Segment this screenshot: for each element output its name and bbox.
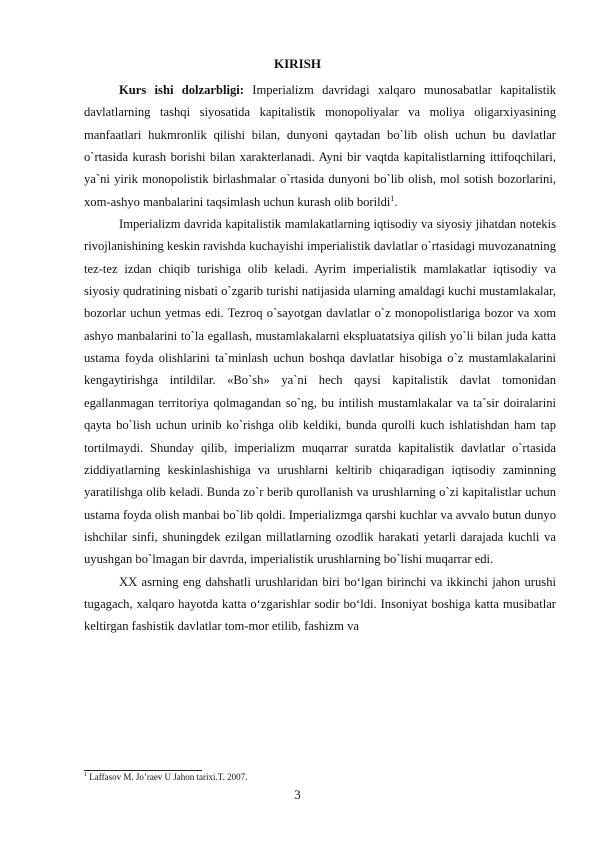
paragraph-imperialism: Imperializm davrida kapitalistik mamlakatlarning iqtisodiy va siyosiy jihatdan notekis rivojlanishining keskin ravishda kuchayishi imperialistik davlatlar o`rtasidagi muvozanatning tez-tez izdan chiqib turishiga olib keladi. Ayrim imperialistik mamlakatlar iqtisodiy va siyosiy qudratining nisbati o`zgarib turishi natijasida ularning amaldagi kuchi mustamlakalar, bozorlar uchun yetmas edi. Tezroq o`sayotgan davlatlar o`z monopolistlariga bozor va xom ashyo manbalarini to`la egallash, mustamlakalarni ekspluatatsiya qilish yo`li bilan juda katta ustama foyda olishlarini ta`minlash uchun boshqa davlatlar hisobiga o`z mustamlakalarini kengaytirishga intildilar. «Bo`sh» ya`ni hech qaysi kapitalistik davlat tomonidan egallanmagan territoriya qolmagandan so`ng, bu intilish mustamlakalar va ta`sir doiralarini qayta bo`lish uchun urinib ko`rishga olib keldiki, bunda qurolli kuch ishlatishdan ham tap tortilmaydi. Shunday qilib, imperializm muqarrar suratda kapitalistik davlatlar o`rtasida ziddiyatlarning keskinlashishiga va urushlarni keltirib chiqaradigan iqtisodiy zaminning yaratilishga olib keladi. Bunda zo`r berib qurollanish va urushlarning o`zi kapitalistlar uchun ustama foyda olish manbai bo`lib qoldi. Imperializmga qarshi kuchlar va avvalo butun dunyo ishchilar sinfi, shuningdek ezilgan millatlarning ozodlik harakati yetarli darajada kuchli va uyushgan bo`lmagan bir davrda, imperialistik urushlarning bo`lishi muqarrar edi. (84, 217, 556, 567)
paragraph-text: Imperializm davridagi xalqaro munosabatlar kapitalistik davlatlarning tashqi siyosatida kapitalistik monopoliyalar va moliya oligarxiyasining manfaatlari hukmronlik qilishi bilan, dunyoni qaytadan bo`lib olish uchun bu davlatlar o`rtasida kurash borishi bilan xarakterlanadi. Ayni bir vaqtda kapitalistlarning ittifoqchilari, ya`ni yirik monopolistik birlashmalar o`rtasida dunyoni bo`lib olish, mol sotish bozorlarini, xom-ashyo manbalarini taqsimlash uchun kurash olib borildi (84, 83, 556, 209)
relevance-label: Kurs ishi dolzarbligi: (119, 83, 244, 97)
footnote-text: Laffasov M. Jo’raev U Jahon tarixi.T. 2007. (87, 772, 248, 782)
sentence-end: . (394, 194, 398, 209)
footnote-reference[interactable]: 1 (390, 193, 395, 203)
footnote-divider (84, 770, 202, 771)
page-number: 3 (294, 787, 301, 802)
page-title: KIRISH (274, 56, 321, 71)
footnote (84, 772, 247, 783)
footnote-number: 1 (84, 772, 87, 778)
paragraph-world-wars: XX asrning eng dahshatli urushlaridan biri bo‘lgan birinchi va ikkinchi jahon urushi tugagach, xalqaro hayotda katta o‘zgarishlar sodir bo‘ldi. Insoniyat boshiga katta musibatlar keltirgan fashistik davlatlar tom-mor etilib, fashizm va (84, 574, 556, 634)
paragraph-relevance (84, 79, 556, 213)
body-text (84, 79, 556, 638)
